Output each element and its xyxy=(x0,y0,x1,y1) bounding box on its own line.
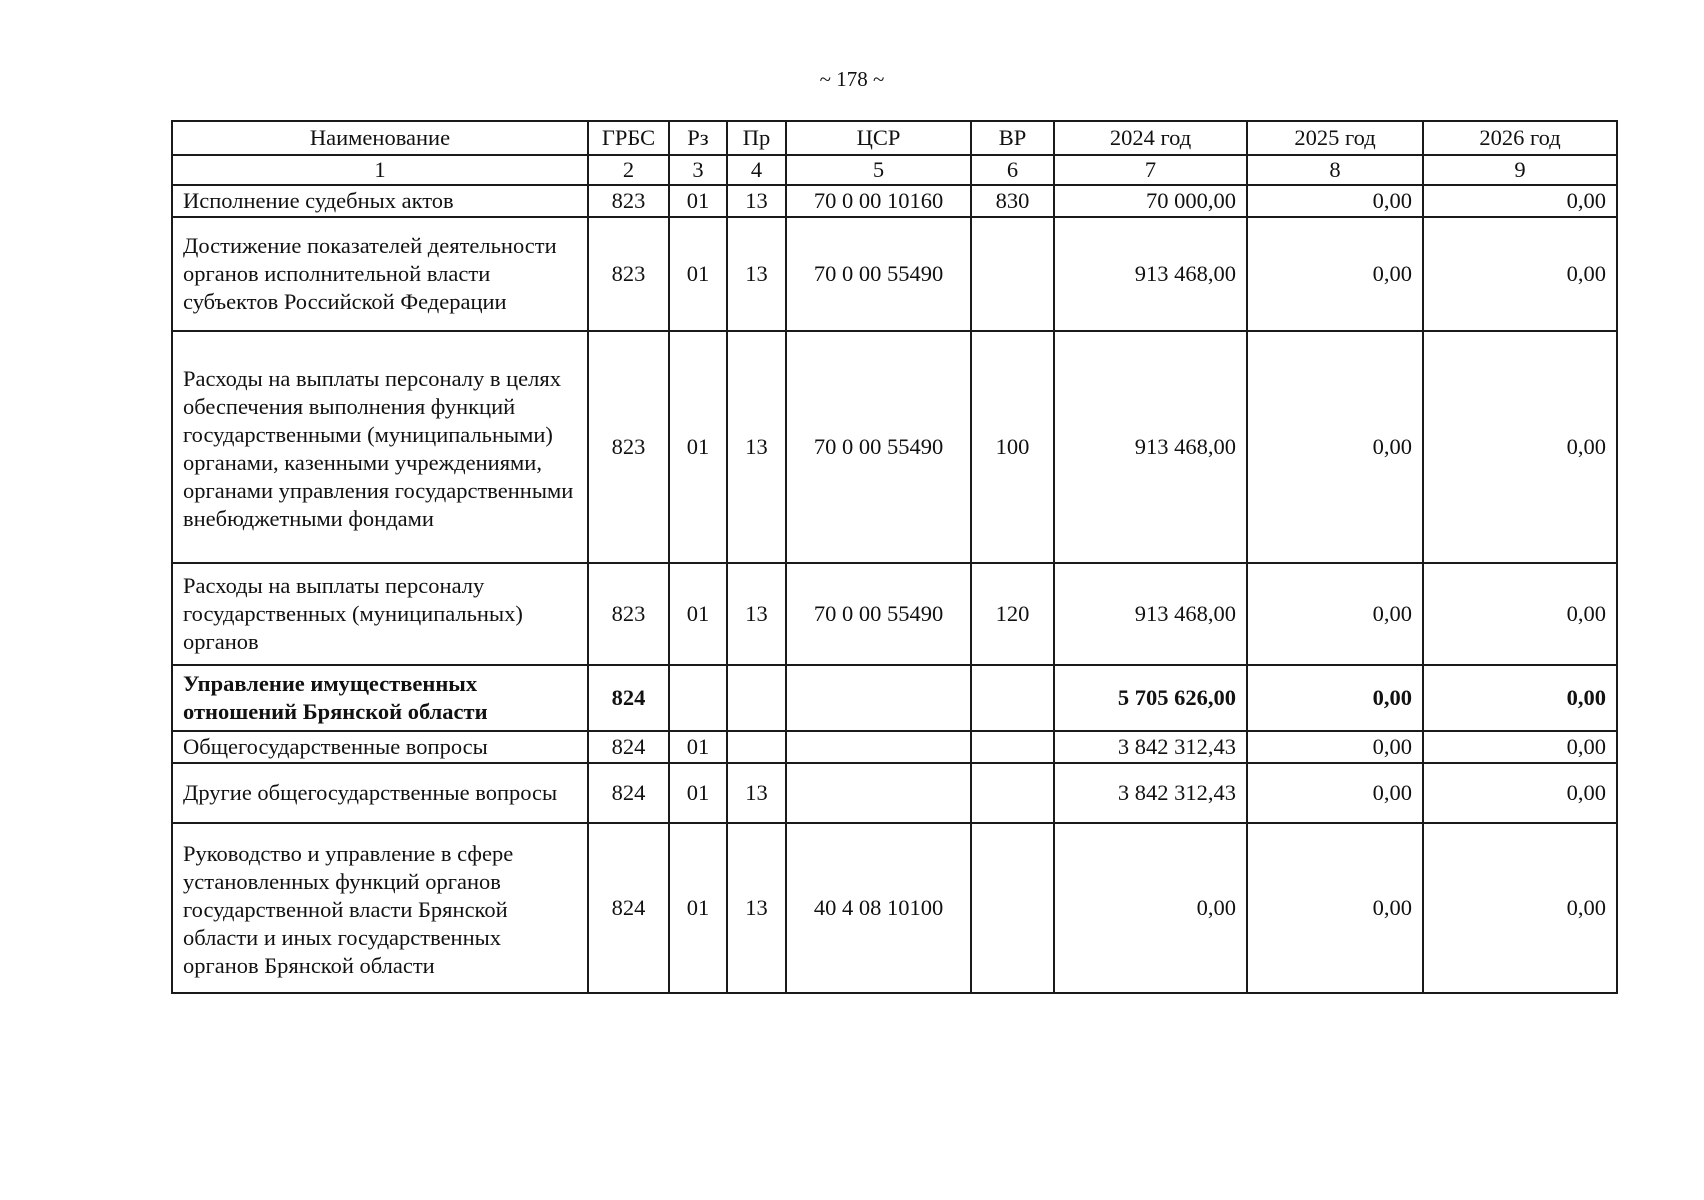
row-name: Общегосударственные вопросы xyxy=(172,731,588,763)
row-rz: 01 xyxy=(669,563,727,665)
header-rz: Рз xyxy=(669,121,727,155)
row-2025: 0,00 xyxy=(1247,763,1423,823)
table-header-row xyxy=(172,121,1617,155)
row-2024: 0,00 xyxy=(1054,823,1247,993)
row-name: Другие общегосударственные вопросы xyxy=(172,763,588,823)
row-name: Руководство и управление в сфере установленных функций органов государственной власти Брянской области и иных государственных органов Брянской области xyxy=(172,823,588,993)
column-number: 5 xyxy=(786,155,971,185)
row-2025: 0,00 xyxy=(1247,665,1423,731)
table-row xyxy=(172,331,1617,563)
column-number: 7 xyxy=(1054,155,1247,185)
row-grbs: 824 xyxy=(588,763,669,823)
column-number: 4 xyxy=(727,155,786,185)
row-2025: 0,00 xyxy=(1247,731,1423,763)
row-name: Исполнение судебных актов xyxy=(172,185,588,217)
row-vr xyxy=(971,217,1054,331)
row-csr xyxy=(786,763,971,823)
row-rz: 01 xyxy=(669,763,727,823)
row-grbs: 823 xyxy=(588,331,669,563)
row-grbs: 824 xyxy=(588,823,669,993)
row-2024: 913 468,00 xyxy=(1054,563,1247,665)
row-2026: 0,00 xyxy=(1423,217,1617,331)
row-csr: 70 0 00 55490 xyxy=(786,217,971,331)
column-number: 3 xyxy=(669,155,727,185)
column-number: 8 xyxy=(1247,155,1423,185)
header-csr: ЦСР xyxy=(786,121,971,155)
header-grbs: ГРБС xyxy=(588,121,669,155)
column-number: 1 xyxy=(172,155,588,185)
row-csr xyxy=(786,665,971,731)
table-row-section-total xyxy=(172,665,1617,731)
row-2026: 0,00 xyxy=(1423,563,1617,665)
row-2024: 5 705 626,00 xyxy=(1054,665,1247,731)
row-2025: 0,00 xyxy=(1247,217,1423,331)
header-2025: 2025 год xyxy=(1247,121,1423,155)
row-2024: 913 468,00 xyxy=(1054,331,1247,563)
column-number: 6 xyxy=(971,155,1054,185)
row-2024: 3 842 312,43 xyxy=(1054,763,1247,823)
row-pr: 13 xyxy=(727,217,786,331)
table-row xyxy=(172,217,1617,331)
row-rz: 01 xyxy=(669,731,727,763)
header-2024: 2024 год xyxy=(1054,121,1247,155)
row-2024: 3 842 312,43 xyxy=(1054,731,1247,763)
row-grbs: 824 xyxy=(588,731,669,763)
row-2026: 0,00 xyxy=(1423,731,1617,763)
row-2025: 0,00 xyxy=(1247,823,1423,993)
row-csr: 70 0 00 55490 xyxy=(786,563,971,665)
row-rz: 01 xyxy=(669,331,727,563)
row-2026: 0,00 xyxy=(1423,823,1617,993)
row-pr: 13 xyxy=(727,563,786,665)
row-name: Расходы на выплаты персоналу государственных (муниципальных) органов xyxy=(172,563,588,665)
row-rz xyxy=(669,665,727,731)
row-vr xyxy=(971,823,1054,993)
row-2026: 0,00 xyxy=(1423,331,1617,563)
row-vr: 120 xyxy=(971,563,1054,665)
row-2024: 913 468,00 xyxy=(1054,217,1247,331)
table-row xyxy=(172,185,1617,217)
row-grbs: 823 xyxy=(588,185,669,217)
column-number: 2 xyxy=(588,155,669,185)
row-pr: 13 xyxy=(727,763,786,823)
row-name: Достижение показателей деятельности органов исполнительной власти субъектов Российской Федерации xyxy=(172,217,588,331)
header-name: Наименование xyxy=(172,121,588,155)
row-pr: 13 xyxy=(727,823,786,993)
table-row xyxy=(172,563,1617,665)
row-pr: 13 xyxy=(727,331,786,563)
row-vr xyxy=(971,763,1054,823)
row-vr xyxy=(971,731,1054,763)
row-2026: 0,00 xyxy=(1423,185,1617,217)
row-2026: 0,00 xyxy=(1423,763,1617,823)
row-vr: 830 xyxy=(971,185,1054,217)
row-2025: 0,00 xyxy=(1247,185,1423,217)
row-csr: 40 4 08 10100 xyxy=(786,823,971,993)
table-row xyxy=(172,731,1617,763)
row-rz: 01 xyxy=(669,823,727,993)
row-pr: 13 xyxy=(727,185,786,217)
header-pr: Пр xyxy=(727,121,786,155)
table-row xyxy=(172,763,1617,823)
row-rz: 01 xyxy=(669,185,727,217)
row-pr xyxy=(727,731,786,763)
row-vr xyxy=(971,665,1054,731)
row-2025: 0,00 xyxy=(1247,331,1423,563)
column-number-row xyxy=(172,155,1617,185)
row-csr xyxy=(786,731,971,763)
page-number: ~ 178 ~ xyxy=(819,67,885,91)
row-2025: 0,00 xyxy=(1247,563,1423,665)
header-2026: 2026 год xyxy=(1423,121,1617,155)
row-csr: 70 0 00 10160 xyxy=(786,185,971,217)
header-vr: ВР xyxy=(971,121,1054,155)
row-vr: 100 xyxy=(971,331,1054,563)
row-pr xyxy=(727,665,786,731)
row-name: Расходы на выплаты персоналу в целях обеспечения выполнения функций государственными (муниципальными) органами, казенными учреждениями, органами управления государственными внебюджетными фондами xyxy=(172,331,588,563)
budget-table xyxy=(171,120,1618,994)
column-number: 9 xyxy=(1423,155,1617,185)
table-row xyxy=(172,823,1617,993)
row-name: Управление имущественных отношений Брянской области xyxy=(172,665,588,731)
row-grbs: 823 xyxy=(588,563,669,665)
row-grbs: 824 xyxy=(588,665,669,731)
row-rz: 01 xyxy=(669,217,727,331)
row-grbs: 823 xyxy=(588,217,669,331)
row-csr: 70 0 00 55490 xyxy=(786,331,971,563)
row-2024: 70 000,00 xyxy=(1054,185,1247,217)
row-2026: 0,00 xyxy=(1423,665,1617,731)
